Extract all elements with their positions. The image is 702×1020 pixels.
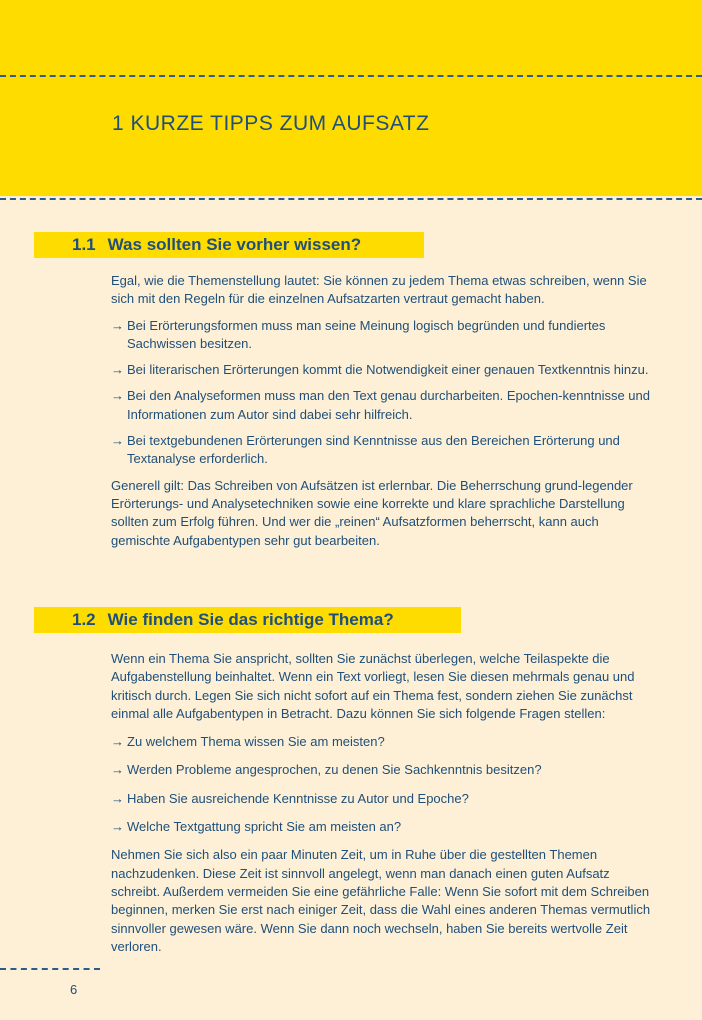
arrow-right-icon: → [111, 734, 124, 750]
list-item-text: Zu welchem Thema wissen Sie am meisten? [127, 734, 385, 750]
list-item [111, 387, 659, 424]
section-closing-paragraph: Generell gilt: Das Schreiben von Aufsätzen ist erlernbar. Die Beherrschung grund-legender Erörterungs- und Analysetechniken sowie eine korrekte und klare sprachliche Darstellung sollten zum Erfolg führen. Und wer die „reinen“ Aufsatzformen beherrscht, kann auch gemischte Aufgabentypen sehr gut bearbeiten. [111, 477, 633, 548]
list-item [111, 317, 659, 354]
section-heading-1-2 [34, 607, 461, 633]
section-title: Wie finden Sie das richtige Thema? [107, 610, 394, 629]
arrow-right-icon: → [111, 317, 124, 333]
list-item [111, 432, 659, 469]
list-item-text: Bei literarischen Erörterungen kommt die Notwendigkeit einer genauen Textkenntnis hinzu. [127, 362, 649, 378]
arrow-right-icon: → [111, 762, 124, 778]
page-number: 6 [70, 982, 78, 997]
chapter-header-band [0, 0, 702, 196]
list-item-text: Werden Probleme angesprochen, zu denen Sie Sachkenntnis besitzen? [127, 762, 542, 778]
section-number: 1.1 [72, 235, 96, 254]
section-closing-paragraph: Nehmen Sie sich also ein paar Minuten Zeit, um in Ruhe über die gestellten Themen nachzudenken. Diese Zeit ist sinnvoll angelegt, wenn man danach einen guten Aufsatz schreibt. Außerdem vermeiden Sie eine gefährliche Falle: Wenn Sie sofort mit dem Schreiben beginnen, merken Sie erst nach einiger Zeit, dass die Wahl eines anderen Themas vermutlich sinnvoller gewesen wäre. Wenn Sie dann noch wechseln, haben Sie bereits wertvolle Zeit verloren. [111, 847, 651, 954]
list-item-text: Haben Sie ausreichende Kenntnisse zu Autor und Epoche? [127, 790, 469, 806]
list-item [111, 733, 659, 751]
list-item-text: Bei textgebundenen Erörterungen sind Kenntnisse aus den Bereichen Erörterung und Textanalyse erforderlich. [127, 433, 620, 467]
section-intro-paragraph: Wenn ein Thema Sie anspricht, sollten Sie zunächst überlegen, welche Teilaspekte die Aufgabenstellung beinhaltet. Wenn ein Text vorliegt, lesen Sie diesen mehrmals genau und kritisch durch. Legen Sie sich nicht sofort auf ein Thema fest, sondern ziehen Sie zunächst einmal alle Aufgabentypen in Betracht. Dazu können Sie sich folgende Fragen stellen: [111, 651, 635, 721]
arrow-right-icon: → [111, 790, 124, 806]
arrow-right-icon: → [111, 819, 124, 835]
list-item [111, 818, 659, 836]
list-item-text: Bei den Analyseformen muss man den Text genau durcharbeiten. Epochen-kenntnisse und Informationen zum Autor sind dabei sehr hilfreich. [127, 388, 650, 422]
section-body-1-2 [111, 650, 659, 956]
section-title: Was sollten Sie vorher wissen? [107, 235, 362, 254]
bullet-list [111, 733, 659, 836]
arrow-right-icon: → [111, 362, 124, 378]
header-top-dashed-rule [0, 75, 702, 77]
bullet-list [111, 317, 659, 469]
arrow-right-icon: → [111, 388, 124, 404]
list-item-text: Bei Erörterungsformen muss man seine Meinung logisch begründen und fundiertes Sachwissen besitzen. [127, 317, 606, 351]
header-bottom-dashed-rule [0, 198, 702, 200]
section-intro-paragraph: Egal, wie die Themenstellung lautet: Sie können zu jedem Thema etwas schreiben, wenn Sie sich mit den Regeln für die einzelnen Aufsatzarten vertraut gemacht haben. [111, 273, 647, 307]
chapter-title: 1 KURZE TIPPS ZUM AUFSATZ [112, 112, 430, 135]
list-item-text: Welche Textgattung spricht Sie am meisten an? [127, 819, 402, 835]
section-heading-1-1 [34, 232, 424, 258]
list-item [111, 790, 659, 808]
footer-dashed-rule [0, 968, 100, 970]
section-number: 1.2 [72, 610, 96, 629]
arrow-right-icon: → [111, 433, 124, 449]
list-item [111, 361, 659, 379]
list-item [111, 761, 659, 779]
section-body-1-1 [111, 272, 659, 550]
